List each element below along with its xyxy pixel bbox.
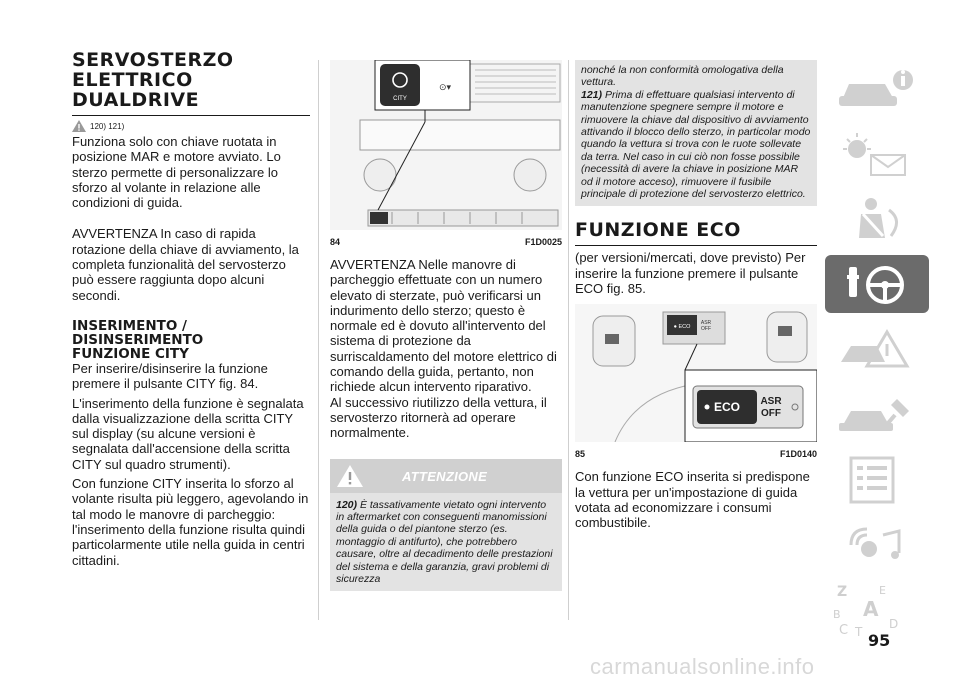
warning-triangle-icon bbox=[72, 120, 86, 132]
dashboard-city-illustration bbox=[330, 60, 562, 230]
warning-lights-icon bbox=[825, 125, 929, 183]
figure-85-number: 85 bbox=[575, 449, 586, 460]
car-info-icon bbox=[825, 60, 929, 118]
technical-data-icon bbox=[825, 450, 929, 508]
figure-84-code: F1D0025 bbox=[524, 237, 562, 247]
tab-safety[interactable] bbox=[825, 190, 929, 248]
note-120: 120) È tassativamente vietato ogni intervento in aftermarket con conseguenti manomissioni della guida o del piantone sterzo (es. montaggio di antifurto), che potrebbero causare, oltre al decadimento delle prestazioni del sistema e della garanzia, gravi problemi di sicurezza bbox=[336, 498, 553, 585]
figure-84 bbox=[330, 60, 562, 247]
tab-emergency[interactable] bbox=[825, 320, 929, 378]
title-rule bbox=[72, 115, 310, 116]
emergency-icon bbox=[825, 320, 929, 378]
chapter-sidebar bbox=[825, 60, 931, 645]
tab-warning-lights[interactable] bbox=[825, 125, 929, 183]
attenzione-box bbox=[330, 459, 562, 592]
asr-label: ASR bbox=[760, 396, 782, 408]
dashboard-eco-illustration bbox=[575, 304, 817, 442]
index-letter-d: D bbox=[889, 617, 899, 631]
city-button-label: CITY bbox=[393, 96, 407, 102]
para-parking-warning: AVVERTENZA Nelle manovre di parcheggio effettuate con un numero elevato di sterzate, può verificarsi un indurimento dello sterzo; questo è normale ed è dovuto all'intervento del sistema di protezione da surriscaldamento del motore elettrico di comando della guida, pertanto, non richiede alcun intervento riparativo. bbox=[330, 257, 557, 395]
section-title-eco: FUNZIONE ECO bbox=[575, 219, 741, 242]
tab-index[interactable] bbox=[825, 580, 929, 638]
starting-driving-icon bbox=[825, 255, 929, 313]
figure-84-caption bbox=[330, 237, 562, 247]
safety-icon bbox=[825, 190, 929, 248]
para-servosterzo-2: AVVERTENZA In caso di rapida rotazione della chiave di avviamento, la completa funzionalità del servosterzo può essere raggiunta dopo alcuni secondi. bbox=[72, 226, 299, 303]
svg-text:● ECO: ● ECO bbox=[673, 324, 691, 331]
para-city-1: Per inserire/disinserire la funzione premere il pulsante CITY fig. 84. bbox=[72, 360, 268, 392]
para-city-3: Con funzione CITY inserita lo sforzo al volante risulta più leggero, agevolando in tal modo le manovre di parcheggio: l'inserimento della funzione risulta quindi particolarmente utile nella guida in centri cittadini. bbox=[72, 476, 309, 568]
tab-starting-driving[interactable] bbox=[825, 255, 929, 313]
index-letter-c: C bbox=[839, 623, 849, 638]
para-servosterzo-1: Funziona solo con chiave ruotata in posizione MAR e motore avviato. Lo sterzo permette di personalizzare lo sforzo al volante in relazione alle condizioni di guida. bbox=[72, 134, 281, 211]
index-letter-z: Z bbox=[837, 584, 848, 600]
column-divider-1 bbox=[318, 60, 319, 620]
attenzione-header bbox=[330, 459, 562, 493]
tab-multimedia[interactable] bbox=[825, 515, 929, 573]
tab-car-info[interactable] bbox=[825, 60, 929, 118]
warning-triangle-icon bbox=[336, 464, 364, 488]
note-120-continued: nonché la non conformità omologativa della vettura. bbox=[581, 64, 784, 89]
page-number: 95 bbox=[868, 631, 891, 650]
column-divider-2 bbox=[568, 60, 569, 620]
para-eco-1: (per versioni/mercati, dove previsto) Per inserire la funzione premere il pulsante ECO fig. 85. bbox=[575, 250, 806, 297]
svg-text:OFF: OFF bbox=[701, 326, 711, 333]
eco-button-label: ECO bbox=[713, 400, 741, 415]
svg-text:⊙▾: ⊙▾ bbox=[438, 82, 452, 92]
note-121: 121) Prima di effettuare qualsiasi intervento di manutenzione spegnere sempre il motore e rimuovere la chiave dal dispositivo di avviamento attivando il blocco dello sterzo, in particolar modo quando la vettura si trova con le ruote sollevate da terra. Nel caso in cui ciò non fosse possibile (necessità di avere la chiave in posizione MAR od il motore acceso), rimuovere il fusibile principale di protezione del servosterzo elettrico. bbox=[581, 88, 811, 201]
refs-text: 120) 121) bbox=[90, 121, 125, 131]
tab-maintenance[interactable] bbox=[825, 385, 929, 443]
eco-title-rule bbox=[575, 245, 817, 246]
maintenance-icon bbox=[825, 385, 929, 443]
figure-84-number: 84 bbox=[330, 237, 341, 247]
attenzione-heading: ATTENZIONE bbox=[402, 468, 488, 484]
tab-technical-data[interactable] bbox=[825, 450, 929, 508]
figure-85-caption bbox=[575, 449, 817, 459]
index-letter-e: E bbox=[879, 584, 886, 597]
index-letter-b: B bbox=[833, 608, 841, 621]
off-label: OFF bbox=[761, 408, 781, 420]
para-reuse: Al successivo riutilizzo della vettura, il servosterzo ritornerà ad operare normalmente. bbox=[330, 394, 547, 441]
para-city-2: L'inserimento della funzione è segnalata dalla visualizzazione della scritta CITY sul display (su alcune versioni è segnalata dall'accensione della scritta CITY sul quadro strumenti). bbox=[72, 395, 304, 472]
svg-text:ASR: ASR bbox=[700, 320, 712, 327]
column-1 bbox=[72, 50, 310, 568]
section-title-servosterzo: SERVOSTERZO ELETTRICO DUALDRIVE bbox=[72, 49, 234, 111]
index-letter-a: A bbox=[863, 597, 879, 621]
figure-85-code: F1D0140 bbox=[779, 449, 817, 460]
column-2 bbox=[330, 60, 562, 591]
warning-refs bbox=[72, 120, 310, 132]
figure-85 bbox=[575, 304, 817, 459]
column-3 bbox=[575, 60, 817, 531]
footer-watermark: carmanualsonline.info bbox=[590, 654, 815, 679]
section-title-city: INSERIMENTO / DISINSERIMENTO FUNZIONE CITY bbox=[72, 317, 204, 362]
multimedia-icon bbox=[825, 515, 929, 573]
index-letter-t: T bbox=[855, 625, 863, 638]
attenzione-continued bbox=[575, 60, 817, 206]
index-icon bbox=[825, 580, 929, 638]
para-eco-2: Con funzione ECO inserita si predispone la vettura per un'impostazione di guida votata ad economizzare i consumi combustibile. bbox=[575, 469, 810, 531]
